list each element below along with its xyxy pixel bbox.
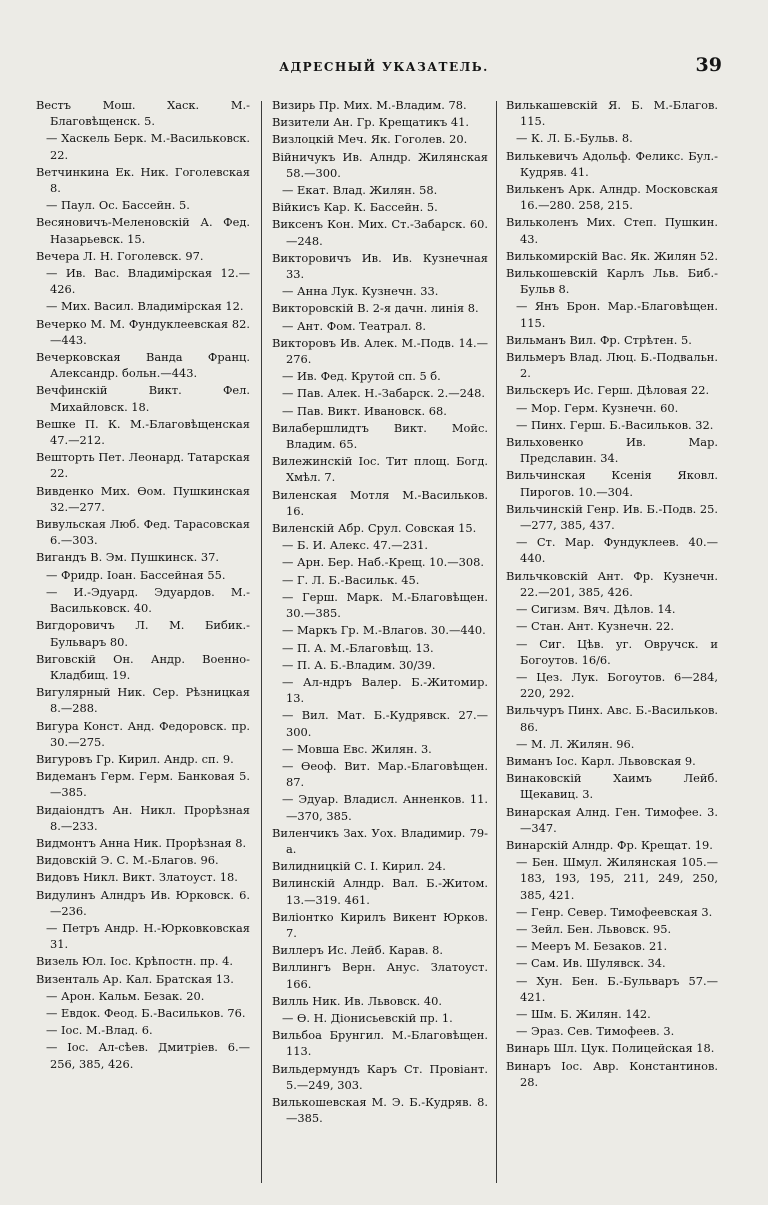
directory-entry: Вигуровъ Гр. Кирил. Андр. сп. 9. — [36, 751, 234, 766]
directory-entry: — Евдок. Феод. Б.-Васильков. 76. — [46, 1005, 246, 1020]
directory-entry: Викторовъ Ив. Алек. М.-Подв. 14.—276. — [272, 335, 488, 367]
directory-entry: Визель Юл. Іос. Крѣпостн. пр. 4. — [36, 954, 233, 969]
directory-entry: — Ант. Фом. Театрал. 8. — [282, 318, 427, 333]
directory-entry: Вильскеръ Ис. Герш. Дѣловая 22. — [506, 383, 710, 398]
directory-entry: Вечерковская Ванда Франц. Александр. больн.—443. — [36, 350, 250, 381]
directory-entry: — Пав. Викт. Ивановск. 68. — [282, 403, 447, 418]
directory-entry: — И.-Эдуард. Эдуардов. М.-Васильковск. 40. — [46, 584, 250, 616]
directory-entry: Викторовскій В. 2-я дачн. линія 8. — [272, 301, 479, 316]
directory-entry: — Ст. Мар. Фундуклеев. 40.—440. — [516, 535, 718, 566]
column-2 — [272, 97, 488, 1189]
directory-entry: — Г. Л. Б.-Васильк. 45. — [282, 572, 420, 587]
directory-entry: — Цез. Лук. Богоутов. 6—284, 220, 292. — [516, 669, 718, 701]
directory-entry: Визенталь Ар. Кал. Братская 13. — [36, 971, 234, 986]
directory-entry: Вильманъ Вил. Фр. Стрѣтен. 5. — [506, 332, 692, 347]
directory-entry: — Ив. Фед. Крутой сп. 5 б. — [282, 369, 441, 384]
directory-entry: — Мееръ М. Безаков. 21. — [516, 939, 668, 954]
directory-entry: Виксенъ Кон. Мих. Ст.-Забарск. 60.—248. — [272, 217, 488, 248]
directory-entry: Вивденко Мих. Ѳом. Пушкинская 32.—277. — [36, 483, 250, 514]
directory-entry: — Б. И. Алекс. 47.—231. — [282, 538, 429, 553]
directory-entry: Вилькомирскій Вас. Як. Жилян 52. — [506, 248, 718, 263]
directory-entry: — Генр. Север. Тимофеевская 3. — [516, 904, 713, 919]
directory-entry: Вильчковскій Ант. Фр. Кузнечн. 22.—201, 385, 426. — [506, 568, 718, 599]
directory-entry: Видовъ Никл. Викт. Златоуст. 18. — [36, 870, 238, 885]
directory-entry: Винаръ Іос. Авр. Константинов. 28. — [506, 1058, 718, 1089]
directory-entry: Виллингъ Верн. Анус. Златоуст. 166. — [272, 960, 488, 991]
directory-entry: Вильмеръ Влад. Люц. Б.-Подвальн. 2. — [506, 350, 718, 381]
directory-entry: Вильдермундъ Каръ Ст. Провіант. 5.—249, 303. — [272, 1061, 488, 1092]
directory-entry: — М. Л. Жилян. 96. — [516, 736, 635, 751]
directory-entry: — Пав. Алек. Н.-Забарск. 2.—248. — [282, 386, 485, 401]
directory-entry: — Екат. Влад. Жилян. 58. — [282, 183, 438, 198]
directory-entry: Винарскій Алндр. Фр. Крещат. 19. — [506, 837, 713, 852]
directory-entry: — Фридр. Іоан. Бассейная 55. — [46, 567, 226, 582]
column-divider — [261, 101, 262, 1183]
running-title: АДРЕСНЫЙ УКАЗАТЕЛЬ. — [279, 60, 489, 74]
directory-entry: — Арон. Кальм. Безак. 20. — [46, 988, 205, 1003]
directory-entry: Виллеръ Ис. Лейб. Карав. 8. — [272, 943, 444, 958]
directory-entry: Вилль Ник. Ив. Львовск. 40. — [272, 993, 442, 1008]
directory-entry: — Мор. Герм. Кузнечн. 60. — [516, 400, 679, 415]
directory-entry: — Ал-ндръ Валер. Б.-Житомир. 13. — [282, 674, 488, 706]
directory-entry: — Хун. Бен. Б.-Бульваръ 57.—421. — [516, 973, 718, 1004]
directory-entry: Виманъ Іос. Карл. Львовская 9. — [506, 753, 696, 768]
directory-entry: Вилькошевская М. Э. Б.-Кудряв. 8.—385. — [272, 1094, 488, 1126]
directory-entry: Виленчикъ Зах. Уох. Владимир. 79-а. — [272, 825, 488, 856]
directory-entry: — Мих. Васил. Владимірская 12. — [46, 299, 244, 314]
directory-entry: — Анна Лук. Кузнечн. 33. — [282, 284, 439, 299]
directory-entry: Видулинъ Алндръ Ив. Юрковск. 6.—236. — [36, 887, 250, 918]
directory-entry: Вешке П. К. М.-Благовѣщенская 47.—212. — [36, 416, 250, 448]
directory-entry: — Сам. Ив. Шулявск. 34. — [516, 956, 666, 971]
directory-entry: Виленская Мотля М.-Васильков. 16. — [272, 487, 488, 518]
directory-entry: Вигдоровичъ Л. М. Бибик.-Бульваръ 80. — [36, 618, 250, 649]
directory-entry: Вильчуръ Пинх. Авс. Б.-Васильков. 86. — [506, 703, 718, 734]
column-1 — [36, 97, 250, 1189]
directory-entry: — Хаскель Берк. М.-Васильковск. 22. — [46, 131, 250, 162]
directory-entry: — Сигизм. Вяч. Дѣлов. 14. — [516, 602, 676, 617]
directory-entry: Вилидницкій С. І. Кирил. 24. — [272, 859, 446, 874]
directory-entry: — Эдуар. Владисл. Анненков. 11.—370, 385. — [282, 792, 488, 823]
directory-entry: Видовскій Э. С. М.-Благов. 96. — [36, 853, 219, 868]
directory-entry: — Янъ Брон. Мар.-Благовѣщен. 115. — [516, 299, 718, 330]
directory-entry: Вечера Л. Н. Гоголевск. 97. — [36, 248, 204, 263]
directory-entry: Вигулярный Ник. Сер. Рѣзницкая 8.—288. — [36, 685, 250, 716]
page-header — [0, 54, 768, 82]
directory-entry: Вилькевичъ Адольф. Феликс. Бул.-Кудряв. 41. — [506, 148, 718, 179]
directory-entry: — Стан. Ант. Кузнечн. 22. — [516, 619, 674, 634]
page-number: 39 — [695, 54, 722, 76]
directory-entry: — Зейл. Бен. Львовск. 95. — [516, 921, 672, 936]
directory-entry: Вигура Конст. Анд. Федоровск. пр. 30.—275. — [36, 718, 250, 749]
directory-entry: — Іос. М.-Влад. 6. — [46, 1023, 153, 1038]
directory-entry: Винарская Алнд. Ген. Тимофее. 3.—347. — [506, 804, 718, 835]
directory-entry: Вилькенъ Арк. Алндр. Московская 16.—280. 258, 215. — [506, 182, 718, 213]
directory-entry: Виленскій Абр. Срул. Совская 15. — [272, 521, 477, 536]
directory-entry: — Іос. Ал-сѣев. Дмитріев. 6.—256, 385, 426. — [46, 1040, 250, 1071]
column-3 — [506, 97, 718, 1189]
directory-entry: — Сиг. Цѣв. уг. Овручск. и Богоутов. 16/6. — [516, 636, 718, 667]
directory-entry: — Шм. Б. Жилян. 142. — [516, 1006, 651, 1021]
directory-entry: Вильколенъ Мих. Степ. Пушкин. 43. — [506, 215, 718, 246]
directory-entry: Вильчинская Ксенія Яковл. Пирогов. 10.—304. — [506, 468, 718, 499]
directory-entry: Ветчинкина Ек. Ник. Гоголевская 8. — [36, 164, 250, 196]
directory-entry: — К. Л. Б.-Бульв. 8. — [516, 131, 633, 146]
directory-entry: Вилабершлидтъ Викт. Мойс. Владим. 65. — [272, 420, 488, 452]
directory-entry: Видаіондтъ Ан. Никл. Прорѣзная 8.—233. — [36, 802, 250, 833]
directory-entry: — Герш. Марк. М.-Благовѣщен. 30.—385. — [282, 589, 488, 621]
directory-entry: Вильчинскій Генр. Ив. Б.-Подв. 25.—277, 385, 437. — [506, 501, 718, 533]
directory-entry: Війничукъ Ив. Алндр. Жилянская 58.—300. — [272, 149, 488, 180]
directory-entry: — Ив. Вас. Владимірская 12.—426. — [46, 266, 250, 297]
directory-entry: Визлоцкій Меч. Як. Гоголев. 20. — [272, 132, 468, 147]
directory-entry: Визирь Пр. Мих. М.-Владим. 78. — [272, 98, 467, 112]
directory-entry: Видеманъ Герм. Герм. Банковая 5.—385. — [36, 769, 250, 800]
directory-entry: — Пaул. Ос. Бассейн. 5. — [46, 198, 190, 213]
directory-entry: Винарь Шл. Цук. Полицейская 18. — [506, 1041, 715, 1056]
directory-entry: Вилинскій Алндр. Вал. Б.-Житом. 13.—319. 461. — [272, 876, 488, 907]
directory-entry: — Эраз. Сев. Тимофеев. 3. — [516, 1024, 675, 1039]
directory-entry: — П. А. М.-Благовѣщ. 13. — [282, 640, 434, 655]
directory-entry: — Ѳеоф. Вит. Мар.-Благовѣщен. 87. — [282, 758, 488, 790]
directory-entry: Виліонтко Кирилъ Викент Юрков. 7. — [272, 909, 488, 940]
directory-entry: — Ѳ. Н. Діонисьевскій пр. 1. — [282, 1010, 453, 1025]
directory-entry: Вильбоа Брунгил. М.-Благовѣщен. 113. — [272, 1028, 488, 1059]
directory-entry: Вилькашевскій Я. Б. М.-Благов. 115. — [506, 98, 718, 129]
directory-entry: Вестъ Мош. Хаск. М.-Благовѣщенск. 5. — [36, 98, 250, 129]
directory-entry: — Бен. Шмул. Жилянская 105.—183, 193, 195, 211, 249, 250, 385, 421. — [516, 855, 718, 902]
directory-entry: Винаковскій Хаимъ Лейб. Щекавиц. 3. — [506, 771, 718, 802]
directory-entry: Вечфинскій Викт. Фел. Михайловск. 18. — [36, 383, 250, 414]
directory-entry: Викторовичъ Ив. Ив. Кузнечная 33. — [272, 250, 488, 282]
directory-entry: — Петръ Андр. Н.-Юрковковская 31. — [46, 920, 250, 952]
directory-entry: Вильховенко Ив. Мар. Предславин. 34. — [506, 435, 718, 466]
directory-entry: Війкисъ Кар. К. Бассейн. 5. — [272, 200, 438, 215]
column-divider — [496, 101, 497, 1183]
directory-entry: Вилькошевскій Карлъ Льв. Биб.-Бульв 8. — [506, 266, 718, 297]
directory-entry: Виговскій Он. Андр. Военно-Кладбищ. 19. — [36, 651, 250, 682]
directory-entry: Вешторть Пет. Леонард. Татарская 22. — [36, 450, 250, 481]
directory-entry: Вечерко М. М. Фундуклеевская 82.—443. — [36, 316, 250, 347]
directory-entry: Вигандъ В. Эм. Пушкинск. 37. — [36, 550, 220, 565]
directory-columns — [36, 97, 718, 1189]
directory-entry: — Маркъ Гр. М.-Влагов. 30.—440. — [282, 623, 486, 638]
directory-entry: — Арн. Бер. Наб.-Крещ. 10.—308. — [282, 555, 485, 570]
directory-entry: Весяновичъ-Меленовскій А. Фед. Назарьевск. 15. — [36, 215, 250, 246]
directory-entry: — Вил. Мат. Б.-Кудрявск. 27.—300. — [282, 708, 488, 739]
directory-entry: Вилежинскій Іос. Тит площ. Богд. Хмѣл. 7. — [272, 454, 488, 485]
directory-entry: — П. А. Б.-Владим. 30/39. — [282, 657, 436, 672]
directory-entry: Видмонтъ Анна Ник. Прорѣзная 8. — [36, 835, 247, 850]
directory-entry: Вивульская Люб. Фед. Тарасовская 6.—303. — [36, 517, 250, 548]
directory-entry: — Пинх. Герш. Б.-Васильков. 32. — [516, 417, 714, 432]
directory-entry: — Мовша Евс. Жилян. 3. — [282, 741, 432, 756]
directory-entry: Визители Ан. Гр. Крещатикъ 41. — [272, 115, 470, 130]
